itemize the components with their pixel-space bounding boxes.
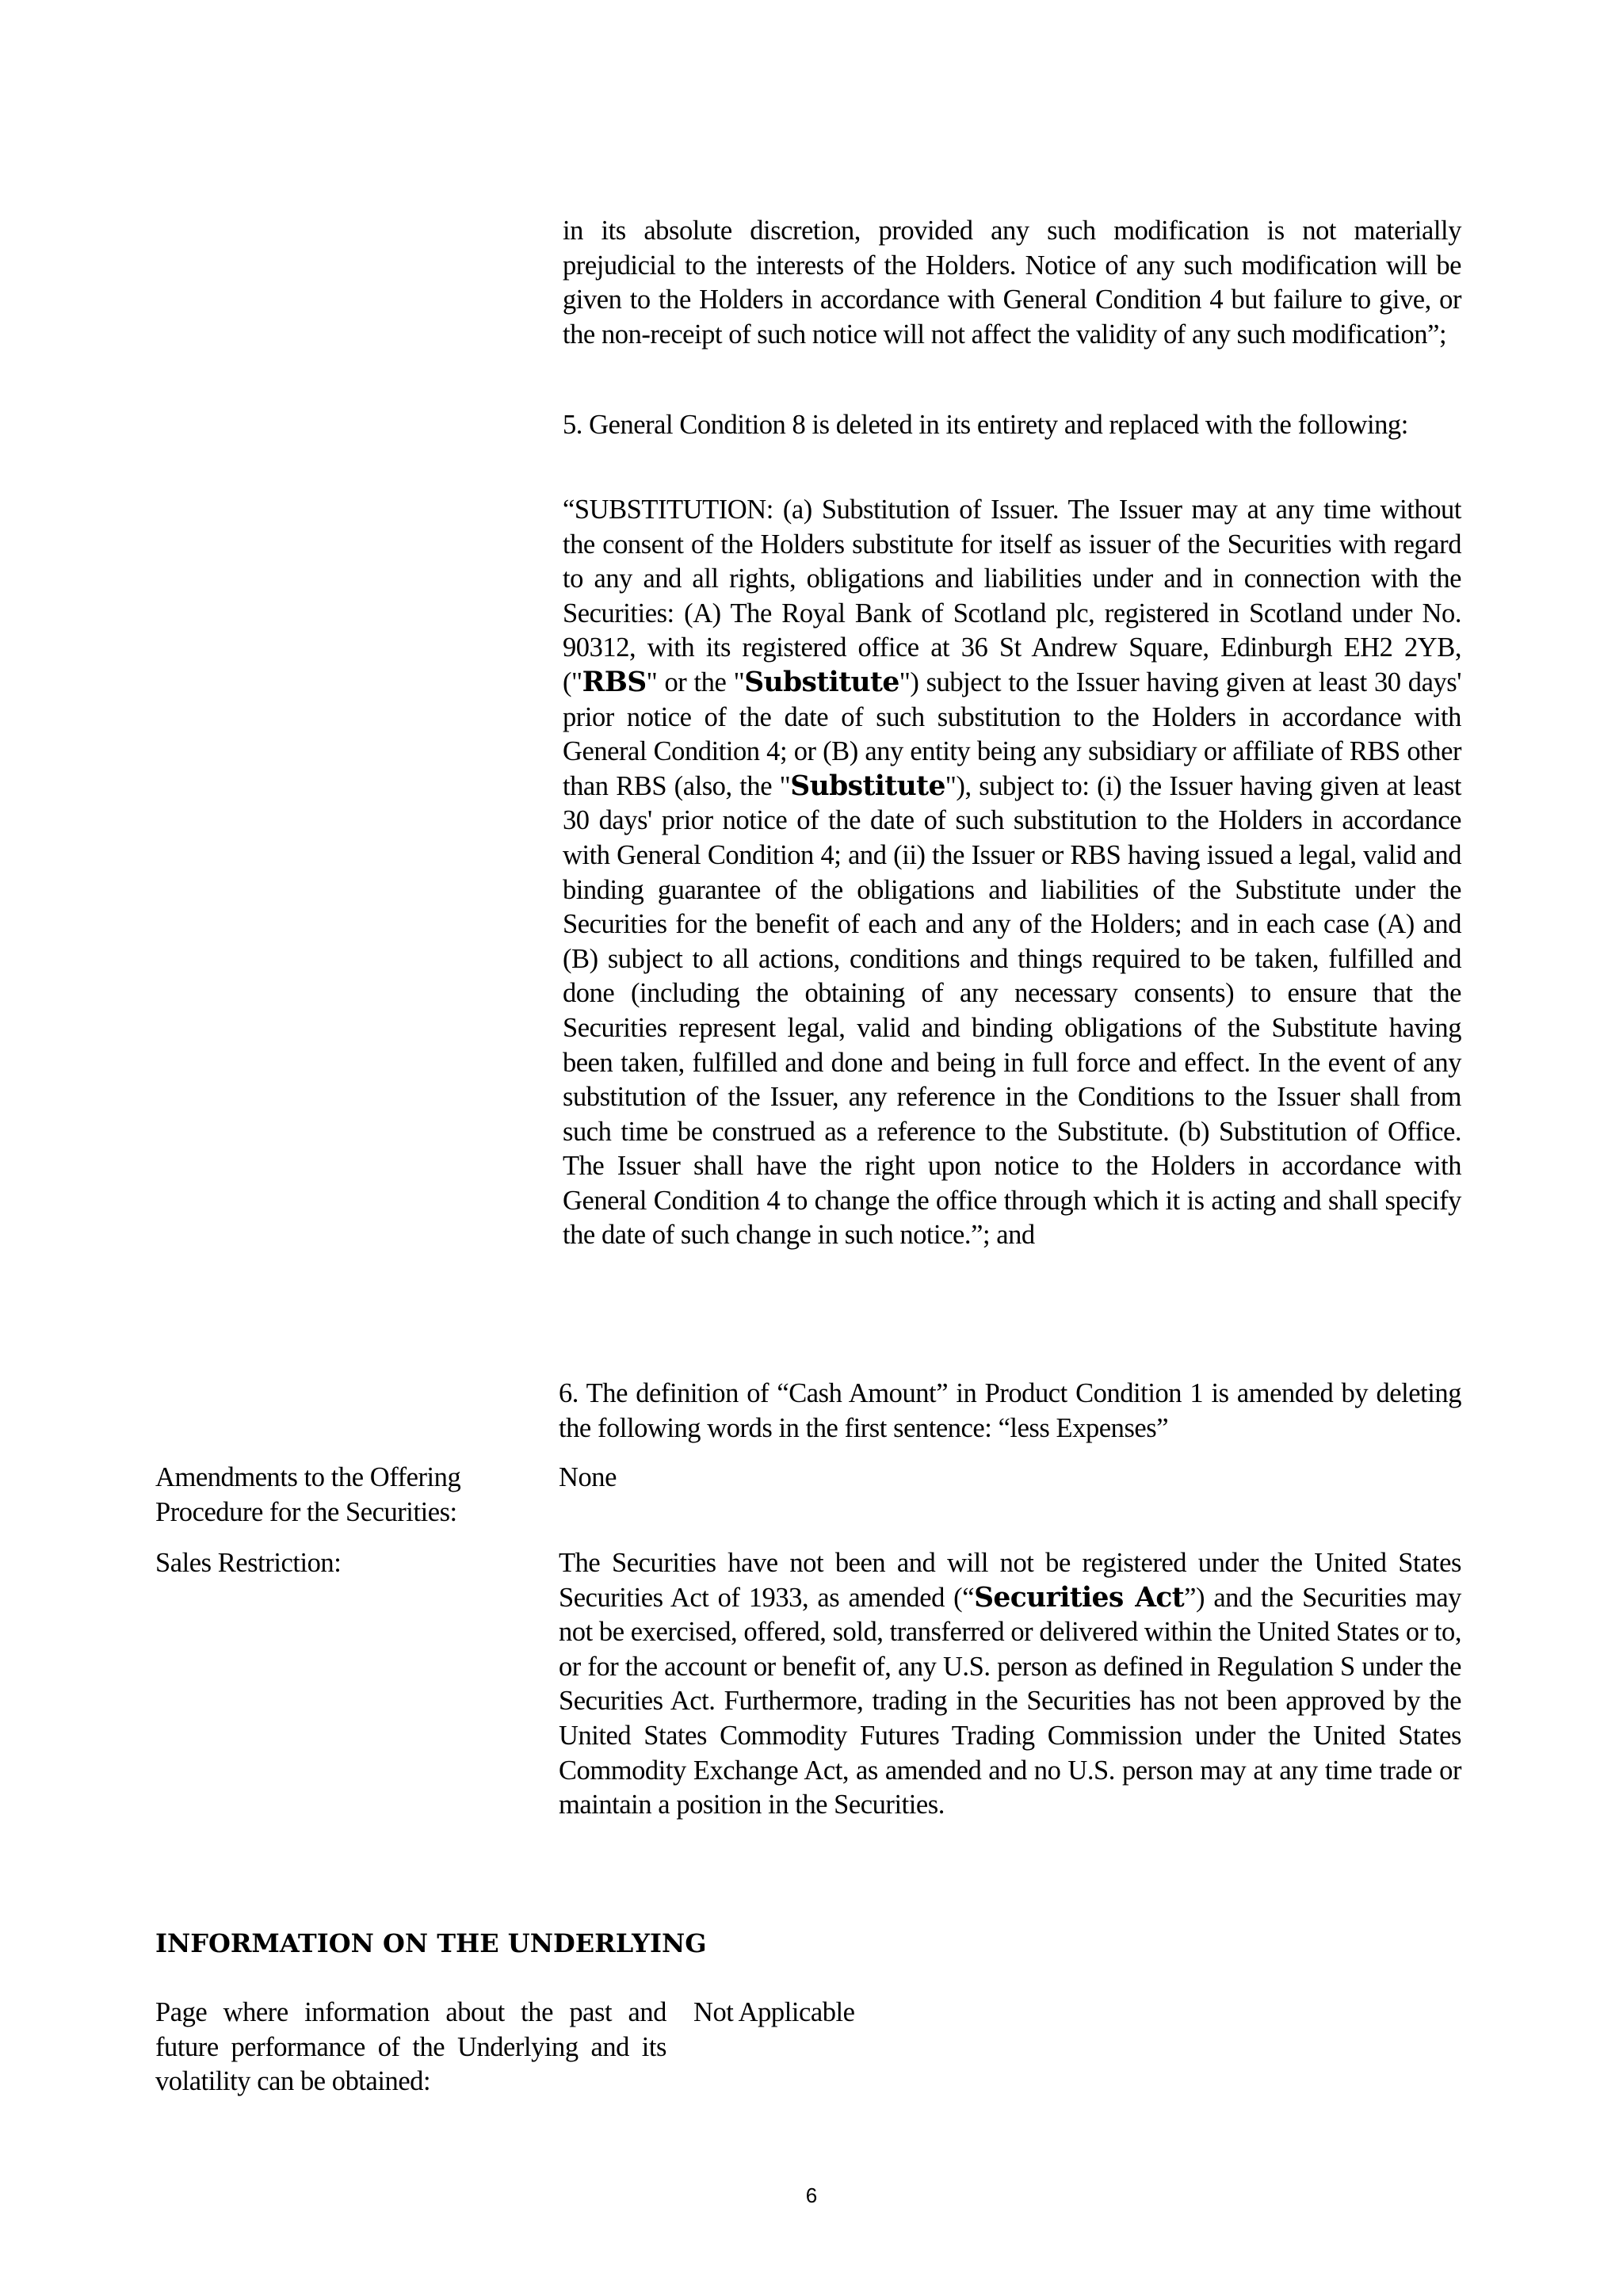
page-number: 6 — [805, 2183, 818, 2207]
underlying-info-value: Not Applicable — [693, 1997, 855, 2027]
substitution-text-part-2: " or the " — [646, 667, 745, 697]
sales-restriction-paragraph — [559, 1546, 1461, 1823]
substitute-defined-term: Substitute — [744, 666, 899, 698]
underlying-info-label: Page where information about the past and future performance of the Underlying and its volatility can be obtained: — [155, 1997, 666, 2097]
sales-restriction-label: Sales Restriction: — [155, 1548, 342, 1578]
sales-restriction-text-part-2: ”) and the Securities may not be exercised, offered, sold, transferred or delivered within the United States or to, or for the account or benefit of, any U.S. person as defined in Regulation S under the Securities Act. Furthermore, trading in the Securities has not been approved by the United States Commodity Futures Trading Commission under the United States Commodity Exchange Act, as amended and no U.S. person may at any time trade or maintain a position in the Securities. — [559, 1582, 1461, 1820]
amendments-label: Amendments to the Offering Procedure for the Securities: — [155, 1462, 461, 1527]
substitute-defined-term-2: Substitute — [790, 770, 945, 802]
rbs-defined-term: RBS — [582, 666, 647, 698]
sales-restriction-text-part-1: The Securities have not been and will not be registered under the United States Securities Act of 1933, as amended (“ — [559, 1548, 1461, 1613]
substitution-text-part-3: ") subject to the Issuer having given at least 30 days' prior notice of the date of such substitution to the Holders in accordance with General Condition 4; or (B) any entity being any subsidiary or affiliate of RBS other than RBS (also, the " — [563, 667, 1461, 801]
substitution-text-part-1: “SUBSTITUTION: (a) Substitution of Issuer. The Issuer may at any time without the consent of the Holders substitute for itself as issuer of the Securities with regard to any and all rights, obligations and liabilities under and in connection with the Securities: (A) The Royal Bank of Scotland plc, registered in Scotland under No. 90312, with its registered office at 36 St Andrew Square, Edinburgh EH2 2YB, (" — [563, 495, 1461, 697]
amendments-value: None — [559, 1462, 617, 1492]
item-6-paragraph: 6. The definition of “Cash Amount” in Product Condition 1 is amended by deleting the following words in the first sentence: “less Expenses” — [559, 1378, 1461, 1443]
underlying-section-heading: INFORMATION ON THE UNDERLYING — [155, 1928, 707, 1958]
modification-continuation-paragraph: in its absolute discretion, provided any such modification is not materially prejudicial to the interests of the Holders. Notice of any such modification will be given to the Holders in accordance with General Condition 4 but failure to give, or the non-receipt of such notice will not affect the validity of any such modification”; — [563, 216, 1461, 350]
item-5-paragraph: 5. General Condition 8 is deleted in its entirety and replaced with the following: — [563, 410, 1408, 440]
substitution-text-part-4: "), subject to: (i) the Issuer having given at least 30 days' prior notice of the date of such substitution to the Holders in accordance with General Condition 4; and (ii) the Issuer or RBS having issued a legal, valid and binding guarantee of the obligations and liabilities of the Substitute under the Securities for the benefit of each and any of the Holders; and in each case (A) and (B) subject to all actions, conditions and things required to be taken, fulfilled and done (including the obtaining of any necessary consents) to ensure that the Securities represent legal, valid and binding obligations of the Substitute having been taken, fulfilled and done and being in full force and effect. In the event of any substitution of the Issuer, any reference in the Conditions to the Issuer shall from such time be construed as a reference to the Substitute. (b) Substitution of Office. The Issuer shall have the right upon notice to the Holders in accordance with General Condition 4 to change the office through which it is acting and shall specify the date of such change in such notice.”; and — [563, 770, 1461, 1251]
securities-act-defined-term: Securities Act — [974, 1581, 1185, 1614]
substitution-paragraph — [563, 493, 1461, 1253]
